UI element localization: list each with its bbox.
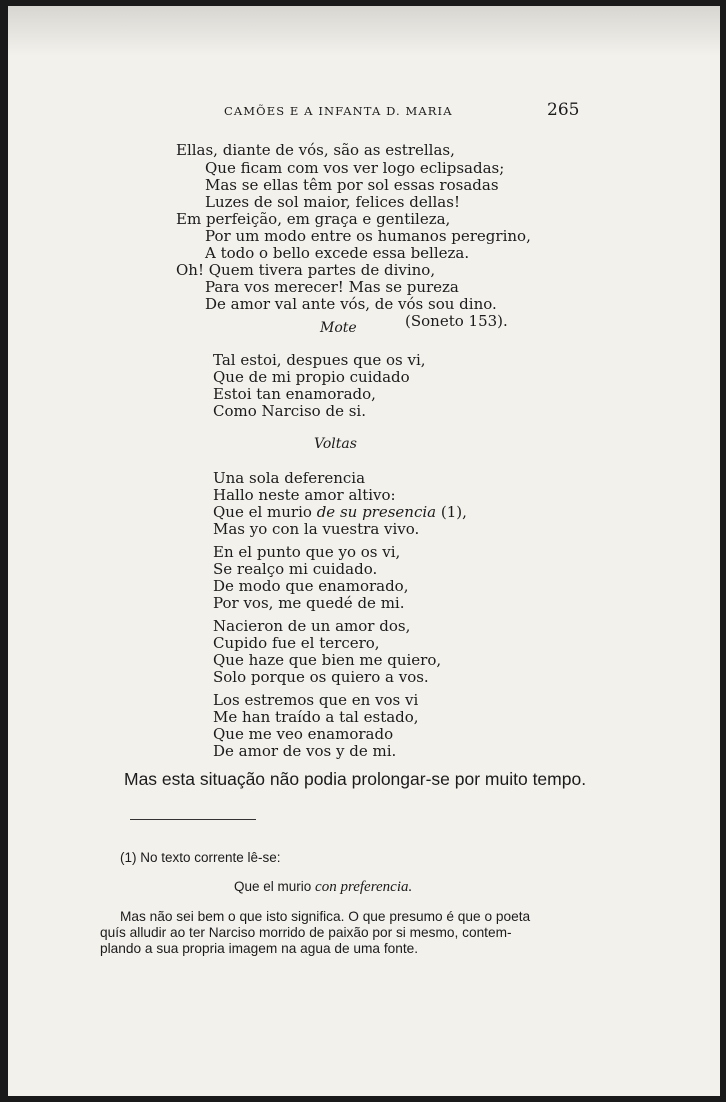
voltas-3-line-2: Cupido fue el tercero, (213, 634, 380, 652)
footnote-quote (234, 879, 412, 896)
voltas-1-line-2: Hallo neste amor altivo: (213, 486, 396, 504)
voltas-2-line-3: De modo que enamorado, (213, 577, 409, 595)
sonnet-line-8: Oh! Quem tivera partes de divino, (176, 261, 436, 279)
voltas-3-line-3: Que haze que bien me quiero, (213, 651, 442, 669)
mote-heading: Mote (320, 320, 357, 336)
sonnet-line-7: A todo o bello excede essa belleza. (205, 244, 470, 262)
sonnet-line-1: Ellas, diante de vós, são as estrellas, (176, 141, 455, 159)
sonnet-source: (Soneto 153). (405, 312, 508, 330)
voltas-3-line-1: Nacieron de un amor dos, (213, 617, 411, 635)
mote-line-1: Tal estoi, despues que os vi, (213, 351, 426, 369)
voltas-1-line-3 (213, 503, 467, 521)
sonnet-line-2: Que ficam com vos ver logo eclipsadas; (205, 159, 505, 177)
sonnet-line-3: Mas se ellas têm por sol essas rosadas (205, 176, 499, 194)
voltas-1-line-1: Una sola deferencia (213, 469, 366, 487)
voltas-4-line-4: De amor de vos y de mi. (213, 742, 397, 760)
page-header (8, 100, 720, 124)
voltas-2-line-1: En el punto que yo os vi, (213, 543, 401, 561)
sonnet-line-9: Para vos merecer! Mas se pureza (205, 278, 459, 296)
footnote-para-line-1: Mas não sei bem o que isto significa. O que presumo é que o poeta (120, 909, 531, 924)
voltas-4-line-3: Que me veo enamorado (213, 725, 394, 743)
voltas-heading: Voltas (314, 436, 357, 452)
page-number: 265 (547, 100, 580, 120)
voltas-3-line-4: Solo porque os quiero a vos. (213, 668, 429, 686)
voltas-2-line-4: Por vos, me quedé de mi. (213, 594, 405, 612)
voltas-1-line-3-italic: de su presencia (316, 503, 437, 521)
mote-line-2: Que de mi propio cuidado (213, 368, 410, 386)
footnote-marker-line: (1) No texto corrente lê-se: (120, 850, 281, 865)
sonnet-line-10: De amor val ante vós, de vós sou dino. (205, 295, 497, 313)
sonnet-line-4: Luzes de sol maior, felices dellas! (205, 193, 460, 211)
voltas-1-line-3-end: (1), (436, 503, 467, 521)
closing-sentence: Mas esta situação não podia prolongar-se por muito tempo. (124, 769, 587, 789)
footnote-quote-italic: con preferencia. (315, 879, 413, 895)
footnote-quote-start: Que el murio (234, 879, 316, 894)
voltas-1-line-4: Mas yo con la vuestra vivo. (213, 520, 420, 538)
running-head: CAMÕES E A INFANTA D. MARIA (224, 104, 453, 118)
footnote-rule (130, 819, 256, 820)
sonnet-line-6: Por um modo entre os humanos peregrino, (205, 227, 531, 245)
mote-line-4: Como Narciso de si. (213, 402, 366, 420)
voltas-4-line-2: Me han traído a tal estado, (213, 708, 419, 726)
mote-line-3: Estoi tan enamorado, (213, 385, 376, 403)
voltas-4-line-1: Los estremos que en vos vi (213, 691, 419, 709)
footnote-para-line-3: plando a sua propria imagem na agua de uma fonte. (100, 941, 419, 956)
footnote-para-line-2: quís alludir ao ter Narciso morrido de paixão por si mesmo, contem- (100, 925, 512, 940)
book-page (8, 6, 720, 1096)
voltas-2-line-2: Se realço mi cuidado. (213, 560, 378, 578)
sonnet-line-5: Em perfeição, em graça e gentileza, (176, 210, 451, 228)
voltas-1-line-3-start: Que el murio (213, 503, 317, 521)
